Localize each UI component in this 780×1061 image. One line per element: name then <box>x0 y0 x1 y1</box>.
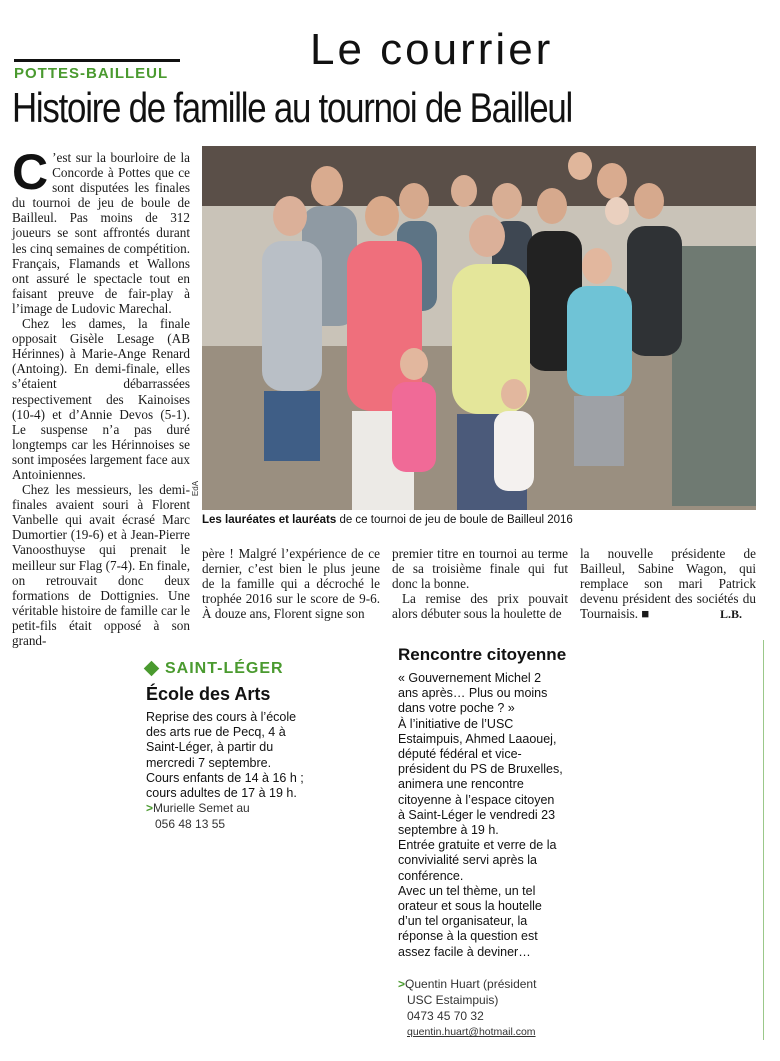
brief-paragraph: À l’initiative de l’USC Estaimpuis, Ahmed Laaouej, député fédéral et vice-président du PS de Bruxelles, animera une rencontre citoyenne à l’espace citoyen à Saint-Léger le vendredi 23 septembre à 19 h. <box>398 716 563 838</box>
article-paragraph: Chez les messieurs, les demi-finales avaient souri à Florent Vanbelle qui avait écrasé Marc Dumortier (19-6) et à Jean-Pierre Vanoosthuyse qui prenait le meilleur sur Flag (7-4). En finale, on retrouvait donc deux formations de Dottignies. Une véritable histoire de famille car le petit-fils était opposé à son grand- <box>12 482 190 648</box>
brief-rubric: SAINT-LÉGER <box>165 660 284 677</box>
article-column-1 <box>12 144 190 648</box>
column-rule <box>763 640 764 1040</box>
chevron-right-icon: > <box>146 801 154 815</box>
masthead-logo: Le courrier <box>310 25 554 74</box>
article-paragraph: Chez les dames, la finale opposait Gisèle Lesage (AB Hérinnes) à Marie-Ange Renard (Antoing). En demi-finale, elles s’étaient débarrassées respectivement des Kainoises (10-4) et d’Annie Devos (5-1). Le suspense n’a pas duré longtemps car les Hérinnoises se sont imposées largement face aux Antoiniennes. <box>12 316 190 482</box>
brief-paragraph: Cours enfants de 14 à 16 h ; cours adultes de 17 à 19 h. <box>146 770 304 801</box>
article-paragraph: père ! Malgré l’expérience de ce dernier, c’est bien le plus jeune de la famille qui a décroché le trophée 2016 sur le score de 9-6. À douze ans, Florent signe son <box>202 546 380 622</box>
brief-contact <box>146 800 316 832</box>
photo-credit: EdA <box>191 480 201 497</box>
rubric-rule <box>14 59 180 62</box>
article-column-3 <box>392 546 568 621</box>
article-paragraph: C ’est sur la bourloire de la Concorde à Pottes que ce sont disputées les finales du tournoi de jeu de boule de Bailleul. Pas moins de 312 joueurs se sont affrontés durant les cinq semaines de compétition. Français, Flamands et Wallons ont assuré le spectacle tout en faisant preuve de fair-play à l’image de Ludovic Marechal. <box>12 144 190 316</box>
contact-phone: 0473 45 70 32 <box>407 1009 484 1023</box>
article-paragraph: La remise des prix pouvait alors débuter sous la houlette de <box>392 591 568 622</box>
brief-contact <box>398 976 568 1040</box>
contact-name: Quentin Huart (président <box>405 977 537 991</box>
team-photo <box>202 146 756 510</box>
brief-paragraph: Avec un tel thème, un tel orateur et sous la houtelle d’un tel organisateur, la réponse à la question est assez facile à deviner… <box>398 883 542 959</box>
article-paragraph: premier titre en tournoi au terme de sa troisième finale qui fut donc la bonne. <box>392 546 568 592</box>
end-mark: ■ <box>641 606 650 622</box>
brief-body <box>398 671 564 960</box>
section-rubric: POTTES-BAILLEUL <box>14 65 169 82</box>
brief-paragraph: Entrée gratuite et verre de la convivialité servi après la conférence. <box>398 838 557 883</box>
photo-caption: Les lauréates et lauréats de ce tournoi de jeu de boule de Bailleul 2016 <box>202 514 573 526</box>
brief-title: Rencontre citoyenne <box>398 645 567 664</box>
brief-paragraph: Reprise des cours à l’école des arts rue de Pecq, 4 à Saint-Léger, à partir du mercredi 7 septembre. <box>146 710 297 770</box>
brief-body <box>146 710 316 801</box>
diamond-bullet-icon <box>144 661 160 677</box>
chevron-right-icon: > <box>398 977 406 991</box>
article-column-2 <box>202 546 380 621</box>
brief-title: École des Arts <box>146 684 271 704</box>
author-signature: L.B. <box>720 607 743 621</box>
contact-organization: USC Estaimpuis) <box>407 993 499 1007</box>
headline: Histoire de famille au tournoi de Bailleul <box>12 84 573 131</box>
drop-cap: C <box>12 144 49 200</box>
contact-name: Murielle Semet au <box>153 801 250 815</box>
contact-email-link[interactable]: quentin.huart@hotmail.com <box>407 1026 536 1038</box>
team-photo-image <box>202 146 756 510</box>
brief-paragraph: « Gouvernement Michel 2 ans après… Plus ou moins dans votre poche ? » <box>398 671 548 716</box>
contact-phone: 056 48 13 55 <box>155 817 226 831</box>
article-paragraph: la nouvelle présidente de Bailleul, Sabine Wagon, qui remplace son mari Patrick devenu président des sociétés du Tournaisis. ■ <box>580 546 756 622</box>
